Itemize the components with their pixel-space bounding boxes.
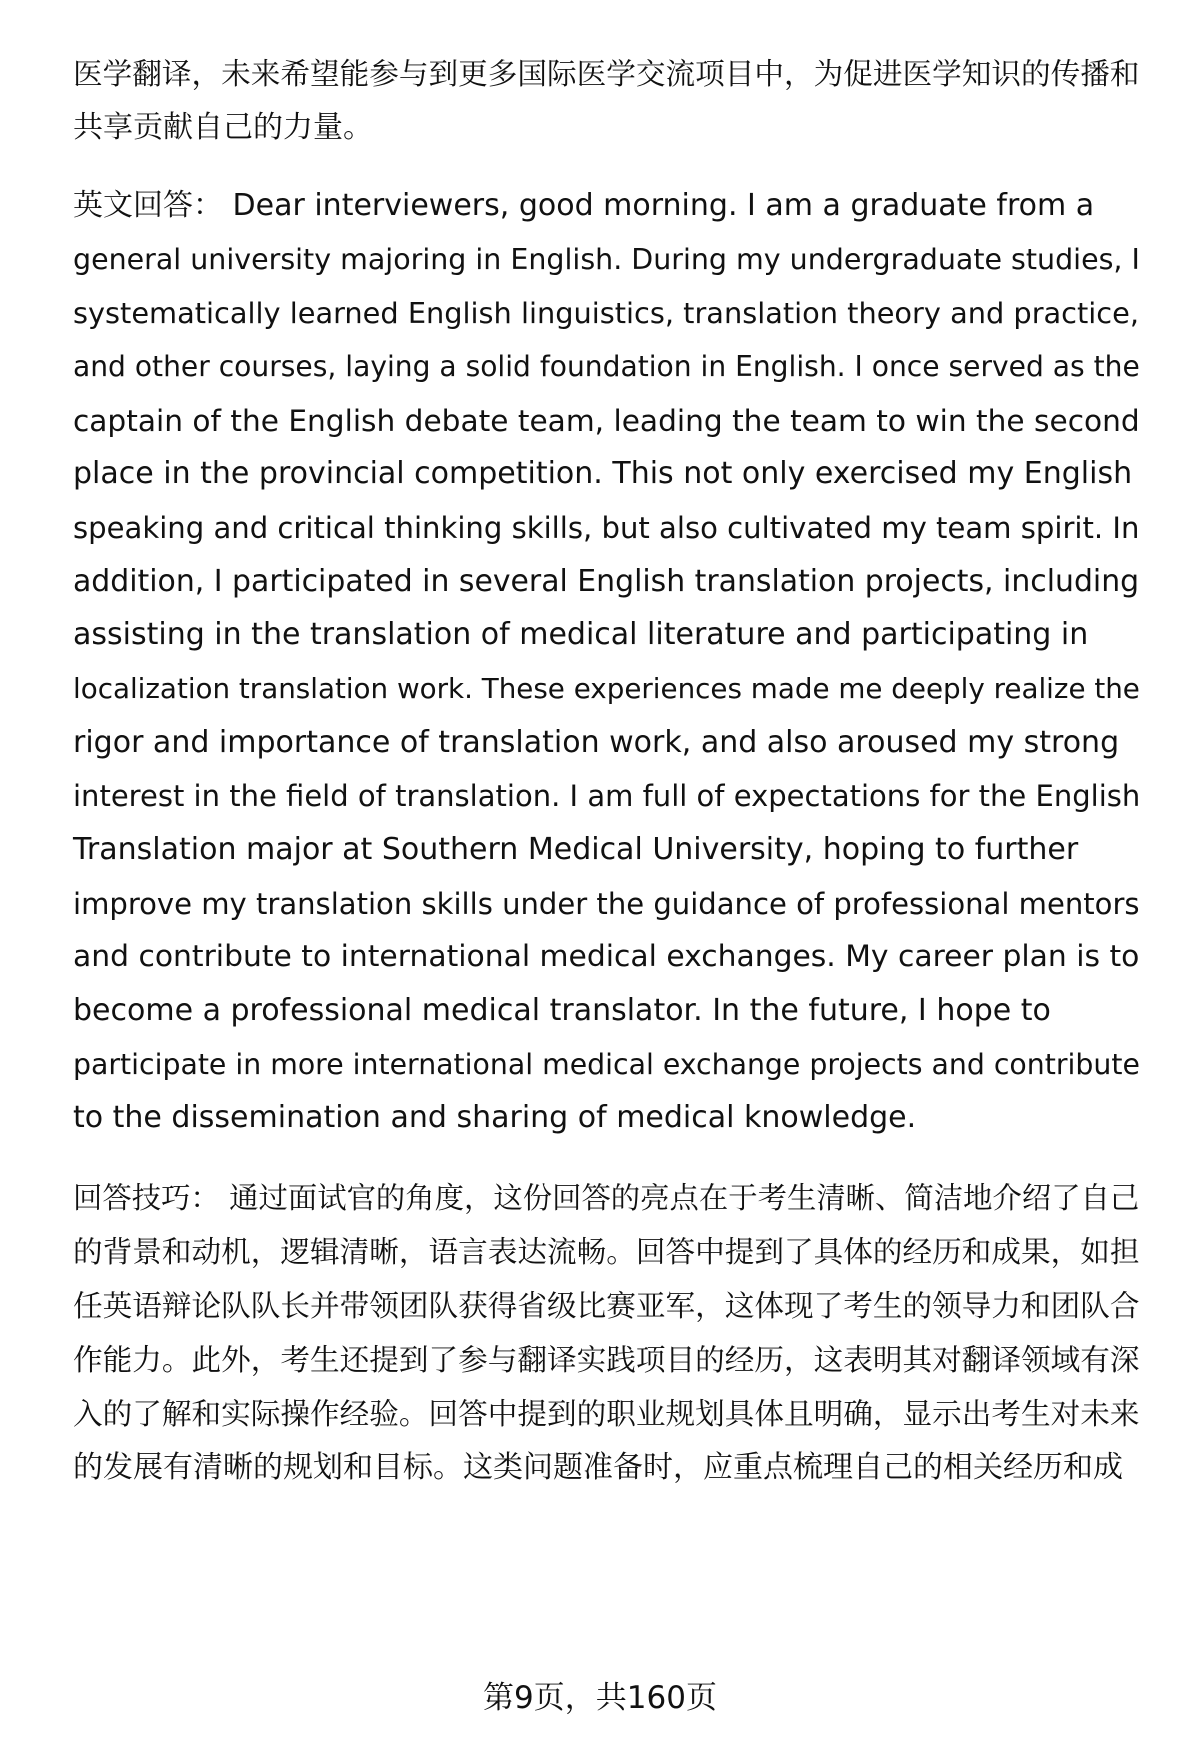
paragraph3-line: 作能力。此外，考生还提到了参与翻译实践项目的经历，这表明其对翻译领域有深 [73, 1342, 1140, 1377]
paragraph2-line: general university majoring in English. During my undergraduate studies, I [73, 243, 1140, 276]
paragraph2-line: participate in more international medical exchange projects and contribute [73, 1048, 1140, 1081]
paragraph2-line: to the dissemination and sharing of medical knowledge. [73, 1100, 917, 1135]
page-number: 第9页，共160页 [483, 1680, 717, 1716]
paragraph1-line: 共享贡献自己的力量。 [73, 110, 373, 145]
paragraph2-line: place in the provincial competition. This not only exercised my English [73, 456, 1133, 491]
paragraph2-line: rigor and importance of translation work, and also aroused my strong [73, 725, 1120, 760]
paragraph2-line: localization translation work. These experiences made me deeply realize the [73, 672, 1140, 705]
paragraph3-line: 的背景和动机，逻辑清晰，语言表达流畅。回答中提到了具体的经历和成果，如担 [73, 1234, 1140, 1269]
paragraph2-line: speaking and critical thinking skills, but also cultivated my team spirit. In [73, 511, 1140, 545]
paragraph3-line: 回答技巧： 通过面试官的角度，这份回答的亮点在于考生清晰、简洁地介绍了自己 [73, 1181, 1140, 1215]
paragraph1-line: 医学翻译，未来希望能参与到更多国际医学交流项目中，为促进医学知识的传播和 [73, 56, 1140, 91]
paragraph3-line: 的发展有清晰的规划和目标。这类问题准备时，应重点梳理自己的相关经历和成 [73, 1450, 1123, 1485]
paragraph2-line: assisting in the translation of medical literature and participating in [73, 617, 1089, 652]
paragraph2-line: addition, I participated in several English translation projects, including [73, 564, 1140, 599]
paragraph3-line: 入的了解和实际操作经验。回答中提到的职业规划具体且明确，显示出考生对未来 [73, 1396, 1140, 1431]
paragraph2-line: systematically learned English linguistics, translation theory and practice, [73, 296, 1140, 330]
paragraph2-line: improve my translation skills under the guidance of professional mentors [73, 887, 1140, 921]
paragraph2-line: 英文回答： Dear interviewers, good morning. I am a graduate from a [73, 188, 1095, 223]
paragraph2-line: and other courses, laying a solid foundation in English. I once served as the [73, 350, 1140, 383]
paragraph2-line: interest in the field of translation. I am full of expectations for the English [73, 779, 1141, 813]
paragraph2-line: and contribute to international medical exchanges. My career plan is to [73, 939, 1140, 974]
paragraph2-line: become a professional medical translator. In the future, I hope to [73, 993, 1051, 1028]
paragraph3-line: 任英语辩论队队长并带领团队获得省级比赛亚军，这体现了考生的领导力和团队合 [73, 1288, 1140, 1323]
paragraph2-line: captain of the English debate team, leading the team to win the second [73, 404, 1140, 438]
paragraph2-line: Translation major at Southern Medical University, hoping to further [73, 832, 1079, 867]
